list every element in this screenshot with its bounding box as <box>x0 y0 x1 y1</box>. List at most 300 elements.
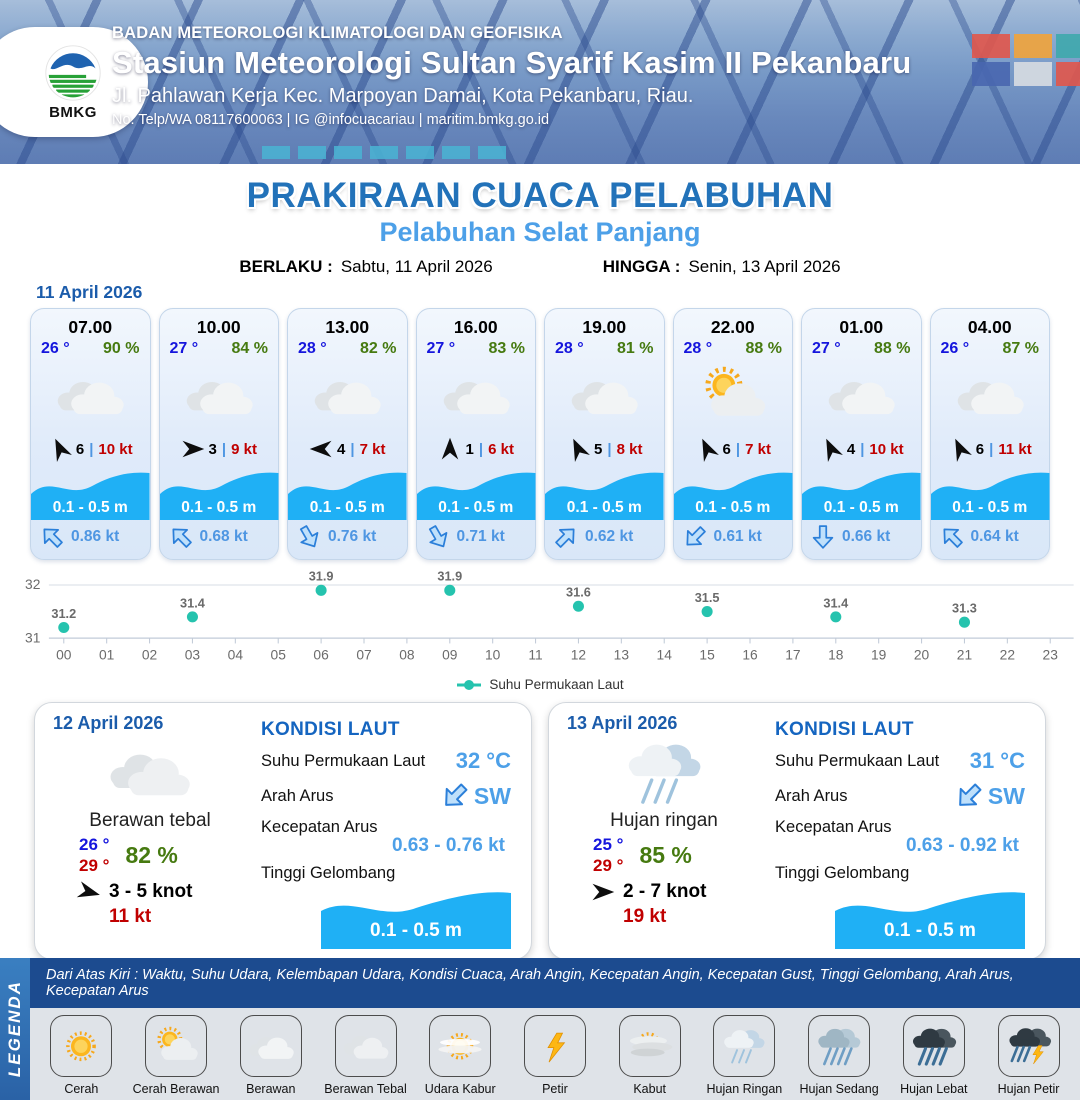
legend-item-label: Berawan <box>246 1082 296 1096</box>
petir-icon <box>528 1027 582 1066</box>
direction-dart-icon <box>438 437 462 461</box>
current-row <box>931 520 1050 554</box>
forecast-time: 07.00 <box>68 317 113 337</box>
direction-dart-icon <box>944 433 976 465</box>
svg-text:07: 07 <box>356 646 372 663</box>
current-arrow-icon <box>548 519 585 556</box>
current-speed: 0.64 kt <box>970 528 1019 545</box>
legend-item <box>413 1015 507 1096</box>
wind-gust: 8 kt <box>616 440 643 458</box>
current-speed: 0.68 kt <box>199 528 248 545</box>
hourly-forecast-card <box>287 308 408 560</box>
title-section <box>0 164 1080 282</box>
direction-dart-icon <box>815 433 847 465</box>
legend-item-label: Berawan Tebal <box>324 1082 407 1096</box>
current-speed: 0.71 kt <box>456 528 505 545</box>
legend-item <box>982 1015 1076 1096</box>
wind-gust: 6 kt <box>488 440 514 458</box>
legend-item-label: Kabut <box>633 1082 666 1096</box>
legend-weather-icon <box>524 1015 586 1077</box>
wind-direction-icon <box>181 437 205 461</box>
humidity: 81 % <box>617 340 654 357</box>
svg-text:31: 31 <box>25 629 41 646</box>
wind-speed: 4 <box>846 440 856 458</box>
legend-item-label: Hujan Lebat <box>900 1082 968 1096</box>
hujan-ringan-icon <box>616 739 712 808</box>
legend-note: Dari Atas Kiri : Waktu, Suhu Udara, Kelembapan Udara, Kondisi Cuaca, Arah Angin, Kecepatan Angin, Kecepatan Gust, Tinggi Gelombang, Arah Arus, Kecepatan Arus <box>30 958 1080 1008</box>
current-direction-icon <box>954 781 984 811</box>
svg-text:03: 03 <box>184 646 201 663</box>
forecast-time: 19.00 <box>582 317 627 337</box>
station-name: Stasiun Meteorologi Sultan Syarif Kasim II Pekanbaru <box>112 45 912 80</box>
svg-text:31.9: 31.9 <box>437 568 463 584</box>
weather-condition: Berawan tebal <box>89 810 211 831</box>
wind-speed: 6 <box>75 440 85 458</box>
svg-text:31.6: 31.6 <box>566 584 591 600</box>
legend-item-label: Cerah <box>64 1082 99 1096</box>
wind-direction-icon <box>591 880 615 904</box>
forecast-time: 10.00 <box>196 317 241 337</box>
current-arrow-icon <box>948 775 990 817</box>
hingga-value: Senin, 13 April 2026 <box>688 257 841 276</box>
legend-sidebar-label: LEGENDA <box>5 980 24 1078</box>
weather-icon <box>567 734 761 812</box>
legend-item-label: Petir <box>542 1082 568 1096</box>
humidity: 90 % <box>103 340 140 357</box>
legend-item <box>887 1015 981 1096</box>
hujan-lebat-icon <box>907 1027 961 1066</box>
separator: | <box>607 440 612 458</box>
svg-text:02: 02 <box>141 646 158 663</box>
wave-height-band <box>674 464 793 520</box>
daily-date: 12 April 2026 <box>53 713 164 733</box>
cerah-berawan-icon <box>149 1027 203 1066</box>
berlaku-value: Sabtu, 11 April 2026 <box>340 257 493 276</box>
direction-dart-icon <box>181 437 205 461</box>
air-temperature: 28 ° <box>298 340 327 357</box>
legend-weather-icon <box>998 1015 1060 1077</box>
legend-items <box>30 1008 1080 1100</box>
legend-item-label: Udara Kabur <box>424 1082 496 1096</box>
humidity: 83 % <box>488 340 525 357</box>
hujan-ringan-icon <box>717 1027 771 1066</box>
legend-item <box>508 1015 602 1096</box>
direction-dart-icon <box>309 437 333 461</box>
current-arrow-icon <box>34 519 71 556</box>
wind-speed: 6 <box>975 440 985 458</box>
humidity: 88 % <box>874 340 911 357</box>
wind-row <box>545 434 664 464</box>
current-direction-icon <box>682 524 708 550</box>
weather-icon <box>417 358 536 434</box>
forecast-time: 13.00 <box>325 317 370 337</box>
svg-text:06: 06 <box>313 646 329 663</box>
current-speed: 0.66 kt <box>842 528 891 545</box>
page-title: PRAKIRAAN CUACA PELABUHAN <box>246 176 834 215</box>
current-direction-icon <box>296 524 322 550</box>
berawan-icon <box>307 367 387 424</box>
current-row <box>545 520 664 554</box>
air-temperature: 26 ° <box>41 340 70 357</box>
legend-weather-icon <box>240 1015 302 1077</box>
header-banner <box>0 0 1080 164</box>
legend-item <box>603 1015 697 1096</box>
forecast-time: 22.00 <box>710 317 755 337</box>
current-arrow-icon <box>162 519 199 556</box>
svg-text:01: 01 <box>98 646 115 663</box>
wind-gust: 11 kt <box>998 440 1032 458</box>
wind-gust: 7 kt <box>745 440 771 458</box>
sst-chart <box>0 568 1080 670</box>
current-speed: 0.76 kt <box>328 528 377 545</box>
wave-height-band <box>288 464 407 520</box>
current-arrow-icon <box>933 519 970 556</box>
wave-height-band <box>31 464 150 520</box>
wind-range: 3 - 5 knot <box>109 880 193 902</box>
separator: | <box>860 440 865 458</box>
wind-row <box>31 434 150 464</box>
svg-text:08: 08 <box>399 646 415 663</box>
svg-text:04: 04 <box>227 646 244 663</box>
air-temperature: 26 ° <box>940 340 970 357</box>
legend-weather-icon <box>713 1015 775 1077</box>
current-arrow-icon <box>676 519 713 556</box>
wind-gust: 19 kt <box>623 905 667 927</box>
current-arrow-icon <box>291 519 327 555</box>
legend-item <box>224 1015 318 1096</box>
berawan-icon <box>950 367 1030 424</box>
wind-direction-icon <box>48 437 72 461</box>
wave-height-band <box>545 464 664 520</box>
current-speed-value: 0.63 - 0.76 kt <box>391 835 505 856</box>
legend-weather-icon <box>429 1015 491 1077</box>
humidity: 84 % <box>231 340 268 357</box>
wind-row <box>802 434 921 464</box>
current-row <box>288 520 407 554</box>
svg-text:13: 13 <box>613 646 630 663</box>
svg-text:31.4: 31.4 <box>823 595 849 611</box>
separator: | <box>989 440 994 458</box>
wind-range: 2 - 7 knot <box>623 880 707 902</box>
separator: | <box>89 440 94 458</box>
legend-item-label: Hujan Sedang <box>799 1082 879 1096</box>
current-direction-icon <box>425 524 451 550</box>
wind-gust: 10 kt <box>869 440 904 458</box>
forecast-date: 11 April 2026 <box>36 282 143 302</box>
svg-text:23: 23 <box>1042 646 1058 663</box>
bmkg-logo-icon <box>43 43 103 103</box>
weather-icon <box>160 358 279 434</box>
humidity: 82 % <box>360 340 397 357</box>
hingga-label: HINGGA : <box>602 257 681 276</box>
wind-direction-icon <box>438 437 462 461</box>
svg-text:19: 19 <box>870 646 887 663</box>
sst-chart-section <box>0 560 1080 700</box>
current-direction-value: SW <box>473 782 511 809</box>
current-direction-icon <box>939 524 965 550</box>
svg-text:11: 11 <box>528 646 543 663</box>
wave-height: 0.1 - 0.5 m <box>695 499 771 516</box>
direction-dart-icon <box>591 880 615 904</box>
port-name: Pelabuhan Selat Panjang <box>379 217 701 247</box>
wind-direction-icon <box>566 437 590 461</box>
wind-direction-icon <box>695 437 719 461</box>
air-temperature: 28 ° <box>683 340 713 357</box>
air-temperature: 27 ° <box>426 340 456 357</box>
weather-icon <box>931 358 1050 434</box>
cerah-berawan-icon <box>693 367 773 424</box>
separator: | <box>221 440 227 458</box>
sea-conditions <box>761 713 1029 949</box>
hourly-forecast-card <box>673 308 794 560</box>
berawan-tebal-icon <box>339 1027 393 1066</box>
current-row <box>674 520 793 554</box>
current-direction-icon <box>39 524 65 550</box>
legend-weather-icon <box>145 1015 207 1077</box>
svg-text:12: 12 <box>570 646 587 663</box>
berawan-icon <box>244 1027 298 1066</box>
legend-item <box>697 1015 791 1096</box>
current-direction-icon <box>553 524 579 550</box>
svg-text:14: 14 <box>656 646 672 663</box>
current-arrow-icon <box>810 524 836 550</box>
direction-dart-icon <box>691 433 723 465</box>
header-illustration <box>262 146 290 159</box>
hujan-petir-icon <box>1002 1027 1056 1066</box>
svg-text:17: 17 <box>785 646 801 663</box>
weather-condition: Hujan ringan <box>610 810 718 831</box>
current-row <box>802 520 921 554</box>
humidity: 85 % <box>639 841 692 868</box>
legend-marker-icon <box>456 679 482 691</box>
wind-gust: 9 kt <box>231 440 257 458</box>
forecast-time: 16.00 <box>453 317 498 337</box>
air-temperature: 27 ° <box>812 340 841 357</box>
direction-dart-icon <box>562 433 594 465</box>
wind-speed: 3 <box>208 440 217 458</box>
legend-weather-icon <box>619 1015 681 1077</box>
wave-height-band <box>160 464 279 520</box>
legend-weather-icon <box>903 1015 965 1077</box>
legend-weather-icon <box>808 1015 870 1077</box>
wind-direction-icon <box>819 437 843 461</box>
wave-height-label: Tinggi Gelombang <box>775 864 910 882</box>
svg-text:31.3: 31.3 <box>952 600 977 616</box>
wind-row <box>288 434 407 464</box>
wave-height-band <box>417 464 536 520</box>
wind-gust: 10 kt <box>98 440 133 458</box>
direction-dart-icon <box>74 877 103 906</box>
svg-text:20: 20 <box>913 646 930 663</box>
station-contact: No. Telp/WA 08117600063 | IG @infocuacariau | maritim.bmkg.go.id <box>112 112 550 128</box>
wind-row <box>417 434 536 464</box>
berawan-icon <box>179 367 259 424</box>
wind-direction-icon <box>77 880 101 904</box>
legend-weather-icon <box>335 1015 397 1077</box>
wind-speed: 1 <box>465 440 474 458</box>
wave-height-band <box>835 885 1025 949</box>
current-row <box>417 520 536 554</box>
forecast-time: 01.00 <box>839 317 884 337</box>
daily-row <box>0 700 1080 950</box>
weather-icon <box>288 358 407 434</box>
separator: | <box>478 440 484 458</box>
berawan-icon <box>50 367 130 424</box>
hujan-sedang-icon <box>812 1027 866 1066</box>
org-name: BADAN METEOROLOGI KLIMATOLOGI DAN GEOFISIKA <box>112 24 563 42</box>
svg-text:31.9: 31.9 <box>308 568 334 584</box>
wave-height: 0.1 - 0.5 m <box>823 499 899 516</box>
svg-text:31.5: 31.5 <box>694 590 720 605</box>
hourly-forecast-card <box>801 308 922 560</box>
weather-icon <box>53 734 247 812</box>
current-speed-value: 0.63 - 0.92 kt <box>905 835 1019 856</box>
current-row <box>31 520 150 554</box>
separator: | <box>350 440 355 458</box>
forecast-time: 04.00 <box>967 317 1012 337</box>
wave-height: 0.1 - 0.5 m <box>309 499 385 516</box>
sea-conditions-title: KONDISI LAUT <box>775 719 914 740</box>
wind-speed: 6 <box>722 440 731 458</box>
validity-row <box>0 257 1080 277</box>
wind-gust: 11 kt <box>109 905 152 927</box>
sea-conditions-title: KONDISI LAUT <box>261 719 400 740</box>
svg-text:31.4: 31.4 <box>180 595 205 611</box>
wave-height-label: Tinggi Gelombang <box>261 864 396 882</box>
wave-height: 0.1 - 0.5 m <box>181 499 257 516</box>
current-direction-icon <box>810 524 836 550</box>
wave-height-value: 0.1 - 0.5 m <box>884 920 976 941</box>
wave-height: 0.1 - 0.5 m <box>438 499 514 516</box>
hourly-forecast-card <box>544 308 665 560</box>
berawan-tebal-icon <box>102 739 198 808</box>
hourly-forecast-card <box>30 308 151 560</box>
current-direction-label: Arah Arus <box>775 786 848 805</box>
current-speed: 0.86 kt <box>71 528 120 545</box>
current-direction-icon <box>168 524 194 550</box>
sst-label: Suhu Permukaan Laut <box>775 751 940 770</box>
daily-forecast-card <box>34 702 532 960</box>
wind-direction-icon <box>309 437 333 461</box>
svg-text:05: 05 <box>270 646 286 663</box>
daily-date: 13 April 2026 <box>567 713 678 733</box>
berawan-icon <box>564 367 644 424</box>
wave-height: 0.1 - 0.5 m <box>52 499 128 516</box>
current-direction-value: SW <box>987 782 1025 809</box>
berawan-icon <box>436 367 516 424</box>
legend-weather-icon <box>50 1015 112 1077</box>
cerah-icon <box>54 1027 108 1066</box>
wave-height: 0.1 - 0.5 m <box>566 499 642 516</box>
svg-text:32: 32 <box>25 576 41 593</box>
temperature-min: 25 ° <box>593 835 624 854</box>
station-address: Jl. Pahlawan Kerja Kec. Marpoyan Damai, Kota Pekanbaru, Riau. <box>112 85 694 107</box>
wave-height: 0.1 - 0.5 m <box>952 499 1028 516</box>
separator: | <box>735 440 741 458</box>
svg-text:31.2: 31.2 <box>51 605 77 621</box>
legend-item <box>792 1015 886 1096</box>
current-direction-label: Arah Arus <box>261 786 334 805</box>
weather-icon <box>802 358 921 434</box>
weather-icon <box>31 358 150 434</box>
bmkg-logo-text: BMKG <box>49 104 97 121</box>
wave-height-band <box>321 885 511 949</box>
berawan-icon <box>821 367 901 424</box>
weather-icon <box>674 358 793 434</box>
wind-row <box>160 434 279 464</box>
svg-text:10: 10 <box>484 646 501 663</box>
current-row <box>160 520 279 554</box>
temperature-min: 26 ° <box>79 835 110 854</box>
hourly-forecast-card <box>416 308 537 560</box>
legend-item <box>319 1015 413 1096</box>
svg-text:09: 09 <box>442 646 458 663</box>
wind-speed: 4 <box>337 440 346 458</box>
hourly-forecast-card <box>930 308 1051 560</box>
svg-text:15: 15 <box>699 646 715 663</box>
current-speed: 0.62 kt <box>585 528 634 545</box>
direction-dart-icon <box>44 433 76 465</box>
svg-text:00: 00 <box>56 646 72 663</box>
current-speed-label: Kecepatan Arus <box>261 818 378 836</box>
kabut-icon <box>623 1027 677 1066</box>
hourly-forecast-card <box>159 308 280 560</box>
humidity: 88 % <box>745 340 782 357</box>
current-speed: 0.61 kt <box>713 528 762 545</box>
temperature-max: 29 ° <box>593 856 624 876</box>
wind-speed: 5 <box>594 440 603 458</box>
chart-legend-label: Suhu Permukaan Laut <box>489 677 624 692</box>
weather-icon <box>545 358 664 434</box>
wind-row <box>931 434 1050 464</box>
svg-text:18: 18 <box>828 646 844 663</box>
current-direction-icon <box>440 781 470 811</box>
humidity: 87 % <box>1002 340 1039 357</box>
sst-value: 31 °C <box>969 748 1025 773</box>
sst-label: Suhu Permukaan Laut <box>261 751 426 770</box>
sst-value: 32 °C <box>455 748 511 773</box>
air-temperature: 27 ° <box>169 340 199 357</box>
current-arrow-icon <box>434 775 476 817</box>
legend-item-label: Hujan Ringan <box>706 1082 783 1096</box>
hourly-row <box>0 308 1080 560</box>
wave-height-band <box>931 464 1050 520</box>
legend-item-label: Hujan Petir <box>997 1082 1060 1096</box>
wave-height-band <box>802 464 921 520</box>
wind-row <box>674 434 793 464</box>
wave-height-value: 0.1 - 0.5 m <box>370 920 462 941</box>
legend-footer <box>0 958 1080 1100</box>
temperature-max: 29 ° <box>79 856 110 876</box>
chart-legend <box>0 677 1080 692</box>
legend-sidebar <box>0 958 30 1100</box>
legend-item <box>34 1015 128 1096</box>
current-arrow-icon <box>420 519 456 555</box>
udara-kabur-icon <box>433 1027 487 1066</box>
air-temperature: 28 ° <box>555 340 584 357</box>
legend-item-label: Cerah Berawan <box>132 1082 220 1096</box>
sea-conditions <box>247 713 515 949</box>
daily-forecast-card <box>548 702 1046 960</box>
svg-text:16: 16 <box>742 646 758 663</box>
current-speed-label: Kecepatan Arus <box>775 818 892 836</box>
wind-direction-icon <box>948 437 972 461</box>
svg-text:22: 22 <box>999 646 1016 663</box>
berlaku-label: BERLAKU : <box>239 257 333 276</box>
svg-text:21: 21 <box>956 646 973 663</box>
wind-gust: 7 kt <box>359 440 386 458</box>
humidity: 82 % <box>125 841 178 868</box>
